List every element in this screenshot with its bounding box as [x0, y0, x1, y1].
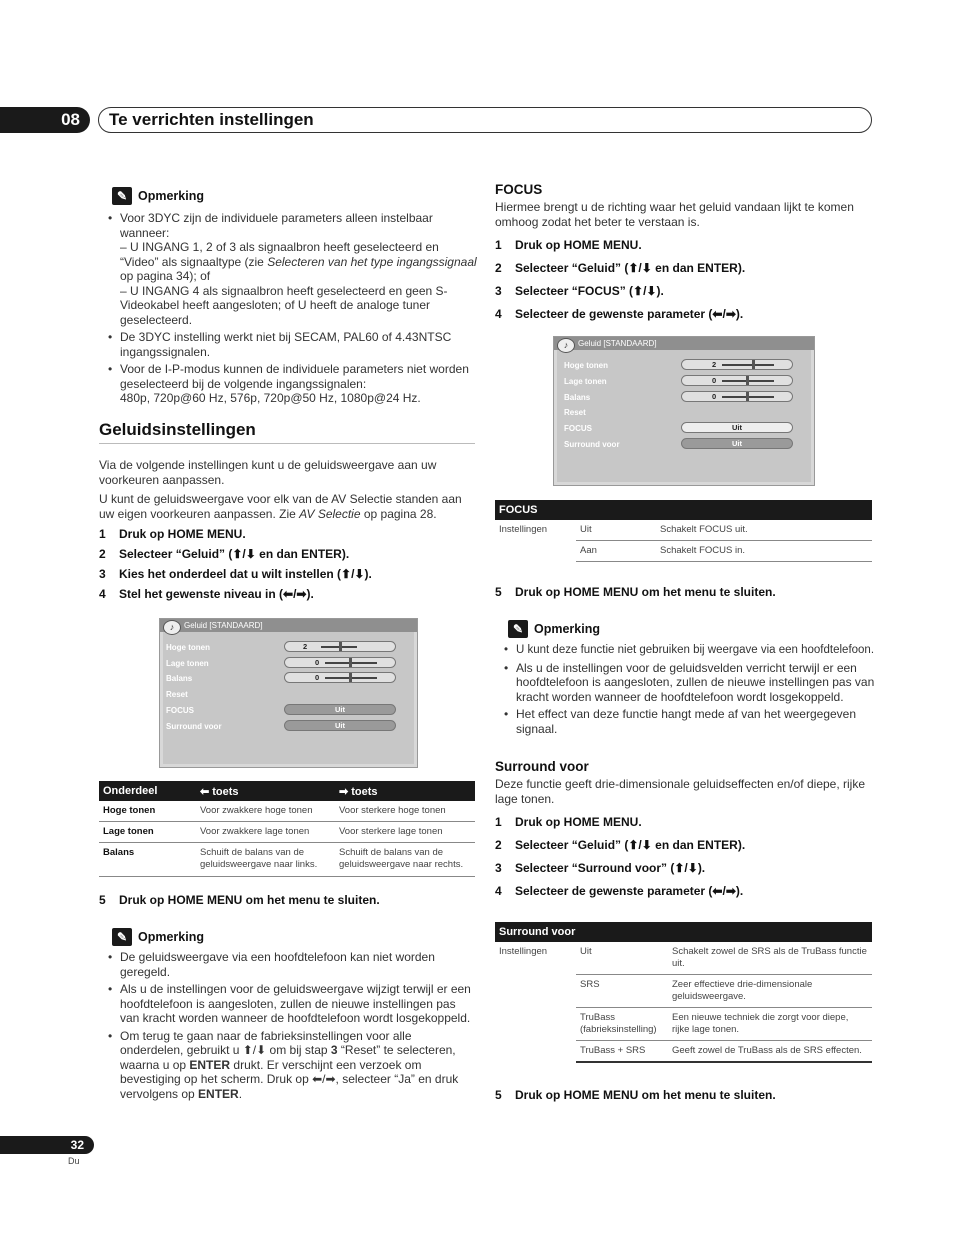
table-row: Balans Schuift de balans van de geluidsweergave naar links. Schuift de balans van de geluidsweergave naar rechts. [99, 843, 475, 877]
focus-step-5: 5 Druk op HOME MENU om het menu te sluiten. [495, 585, 776, 599]
table-header: ⬅ toets [196, 781, 335, 801]
note-3: ✎ Opmerking [508, 620, 600, 638]
chapter-title: Te verrichten instellingen [98, 107, 872, 133]
focus-table [495, 500, 872, 562]
note-1 [112, 187, 476, 205]
menu-item-label: Balans [564, 393, 591, 402]
list-item: • Als u de instellingen voor de geluidsvelden verricht terwijl er een hoofdtelefoon is aangesloten, zullen de nieuwe instellingen pas van kracht worden wanneer de hoofdtelefoon wordt losgekoppeld. [504, 661, 876, 705]
menu-item-label: FOCUS [564, 424, 592, 433]
page-number: 32 [0, 1136, 94, 1154]
note-title: Opmerking [138, 189, 204, 203]
geluid-intro: Via de volgende instellingen kunt u de geluidsweergave aan uw voorkeuren aanpassen. U kunt de geluidsweergave voor elk van de AV Selectie standen aan uw eigen voorkeuren aanpassen. Zie AV Selectie op pagina 28. [99, 458, 462, 521]
chapter-number: 08 [0, 107, 90, 133]
table-header: Onderdeel [99, 781, 196, 801]
note-3-list [504, 643, 876, 739]
section-title-geluid: Geluidsinstellingen [99, 420, 475, 444]
menu-item-label: Lage tonen [166, 659, 209, 668]
note-2: ✎ Opmerking [112, 928, 204, 946]
list-item: • Als u de instellingen voor de geluidsweergave wijzigt terwijl er een hoofdtelefoon is aangesloten, zullen de nieuwe instellingen pas van kracht worden wanneer de hoofdtelefoon wordt losgekoppeld. [108, 982, 478, 1026]
menu-item-label: Surround voor [166, 722, 222, 731]
focus-menu-screenshot [553, 336, 815, 486]
menu-item-label: Balans [166, 674, 193, 683]
note-pencil-icon: ✎ [508, 620, 528, 638]
speaker-icon: ♪ [163, 620, 181, 635]
focus-value: Uit [284, 704, 396, 715]
surround-table [495, 922, 872, 1063]
balans-slider: 0 [284, 672, 396, 683]
table-row: Lage tonen Voor zwakkere lage tonen Voor sterkere lage tonen [99, 822, 475, 843]
list-item: • De geluidsweergave via een hoofdtelefoon kan niet worden geregeld. [108, 950, 478, 979]
focus-selected-value: Uit [681, 422, 793, 433]
table-row: TruBass (fabrieksinstelling) Een nieuwe techniek die zorgt voor diepe, rijke lage tonen. [495, 1008, 872, 1041]
lage-tonen-slider: 0 [284, 657, 396, 668]
page-language: Du [68, 1156, 80, 1166]
geluid-steps: 1 Druk op HOME MENU. 2 Selecteer “Geluid” (⬆/⬇ en dan ENTER). 3 Kies het onderdeel dat u wilt instellen (⬆/⬇). 4 Stel het gewenste niveau in (⬅/➡). [99, 527, 372, 601]
focus-description: Hiermee brengt u de richting waar het geluid vandaan lijkt te komen omhoog zodat het beter te verstaan is. [495, 200, 854, 229]
surround-value: Uit [284, 720, 396, 731]
note-pencil-icon: ✎ [112, 928, 132, 946]
sound-parameters-table [99, 781, 475, 877]
list-item: • U kunt deze functie niet gebruiken bij weergave via een hoofdtelefoon. [504, 643, 876, 658]
section-title-surround: Surround voor [495, 759, 589, 774]
note-2-list [108, 950, 478, 1104]
menu-item-label: Surround voor [564, 440, 620, 449]
surround-steps: 1 Druk op HOME MENU. 2 Selecteer “Geluid” (⬆/⬇ en dan ENTER). 3 Selecteer “Surround voor” (⬆/⬇). 4 Selecteer de gewenste parameter (⬅/➡). [495, 815, 746, 898]
surround-value: Uit [681, 438, 793, 449]
menu-item-label: Reset [564, 408, 586, 417]
table-row: Instellingen Uit Schakelt zowel de SRS als de TruBass functie uit. [495, 942, 872, 975]
table-row: TruBass + SRS Geeft zowel de TruBass als de SRS effecten. [495, 1041, 872, 1063]
geluid-step-5: 5 Druk op HOME MENU om het menu te sluiten. [99, 893, 380, 907]
surround-step-5: 5 Druk op HOME MENU om het menu te sluiten. [495, 1088, 776, 1102]
table-header: FOCUS [495, 500, 872, 520]
section-title-focus: FOCUS [495, 182, 543, 197]
menu-item-label: Hoge tonen [564, 361, 608, 370]
menu-item-label: Lage tonen [564, 377, 607, 386]
menu-title: Geluid [STANDAARD] [160, 619, 417, 632]
hoge-tonen-slider: 2 [284, 641, 396, 652]
table-row: Aan Schakelt FOCUS in. [495, 541, 872, 562]
table-row: Instellingen Uit Schakelt FOCUS uit. [495, 520, 872, 541]
list-item: • De 3DYC instelling werkt niet bij SECAM, PAL60 of 4.43NTSC ingangssignalen. [108, 330, 478, 359]
list-item: • Voor 3DYC zijn de individuele parameters alleen instelbaar wanneer: – U INGANG 1, 2 of 3 als signaalbron heeft geselecteerd en “Video” als signaaltype (zie Selecteren van het type ingangssignaal op pagina 34); of – U INGANG 4 als signaalbron heeft geselecteerd en geen S-Videokabel heeft aangesloten; of U heeft de analoge tuner geselecteerd. [108, 211, 478, 327]
table-row: Hoge tonen Voor zwakkere hoge tonen Voor sterkere hoge tonen [99, 801, 475, 822]
menu-item-label: Reset [166, 690, 188, 699]
note-1-list [108, 211, 478, 409]
list-item: • Het effect van deze functie hangt mede af van het weergegeven signaal. [504, 707, 876, 736]
hoge-tonen-slider: 2 [681, 359, 793, 370]
list-item: • Voor de I-P-modus kunnen de individuele parameters niet worden geselecteerd bij de volgende ingangssignalen: 480p, 720p@60 Hz, 576p, 720p@50 Hz, 1080p@24 Hz. [108, 362, 478, 406]
lage-tonen-slider: 0 [681, 375, 793, 386]
menu-item-label: FOCUS [166, 706, 194, 715]
sound-menu-screenshot [159, 618, 418, 768]
list-item: • Om terug te gaan naar de fabrieksinstellingen voor alle onderdelen, gebruikt u ⬆/⬇ om bij stap 3 “Reset” te selecteren, waarna u op ENTER drukt. Er verschijnt een verzoek om bevestiging op het scherm. Druk op ⬅/➡, selecteer “Ja” en druk vervolgens op ENTER. [108, 1029, 478, 1102]
surround-description: Deze functie geeft drie-dimensionale geluidseffecten en/of diepe, rijke lage tonen. [495, 777, 866, 806]
table-header: ➡ toets [335, 781, 475, 801]
balans-slider: 0 [681, 391, 793, 402]
table-row: SRS Zeer effectieve drie-dimensionale geluidsweergave. [495, 975, 872, 1008]
menu-item-label: Hoge tonen [166, 643, 210, 652]
focus-steps: 1 Druk op HOME MENU. 2 Selecteer “Geluid” (⬆/⬇ en dan ENTER). 3 Selecteer “FOCUS” (⬆/⬇). 4 Selecteer de gewenste parameter (⬅/➡). [495, 238, 746, 321]
note-pencil-icon: ✎ [112, 187, 132, 205]
speaker-icon: ♪ [557, 338, 575, 353]
menu-title: Geluid [STANDAARD] [554, 337, 814, 350]
table-header: Surround voor [495, 922, 872, 942]
